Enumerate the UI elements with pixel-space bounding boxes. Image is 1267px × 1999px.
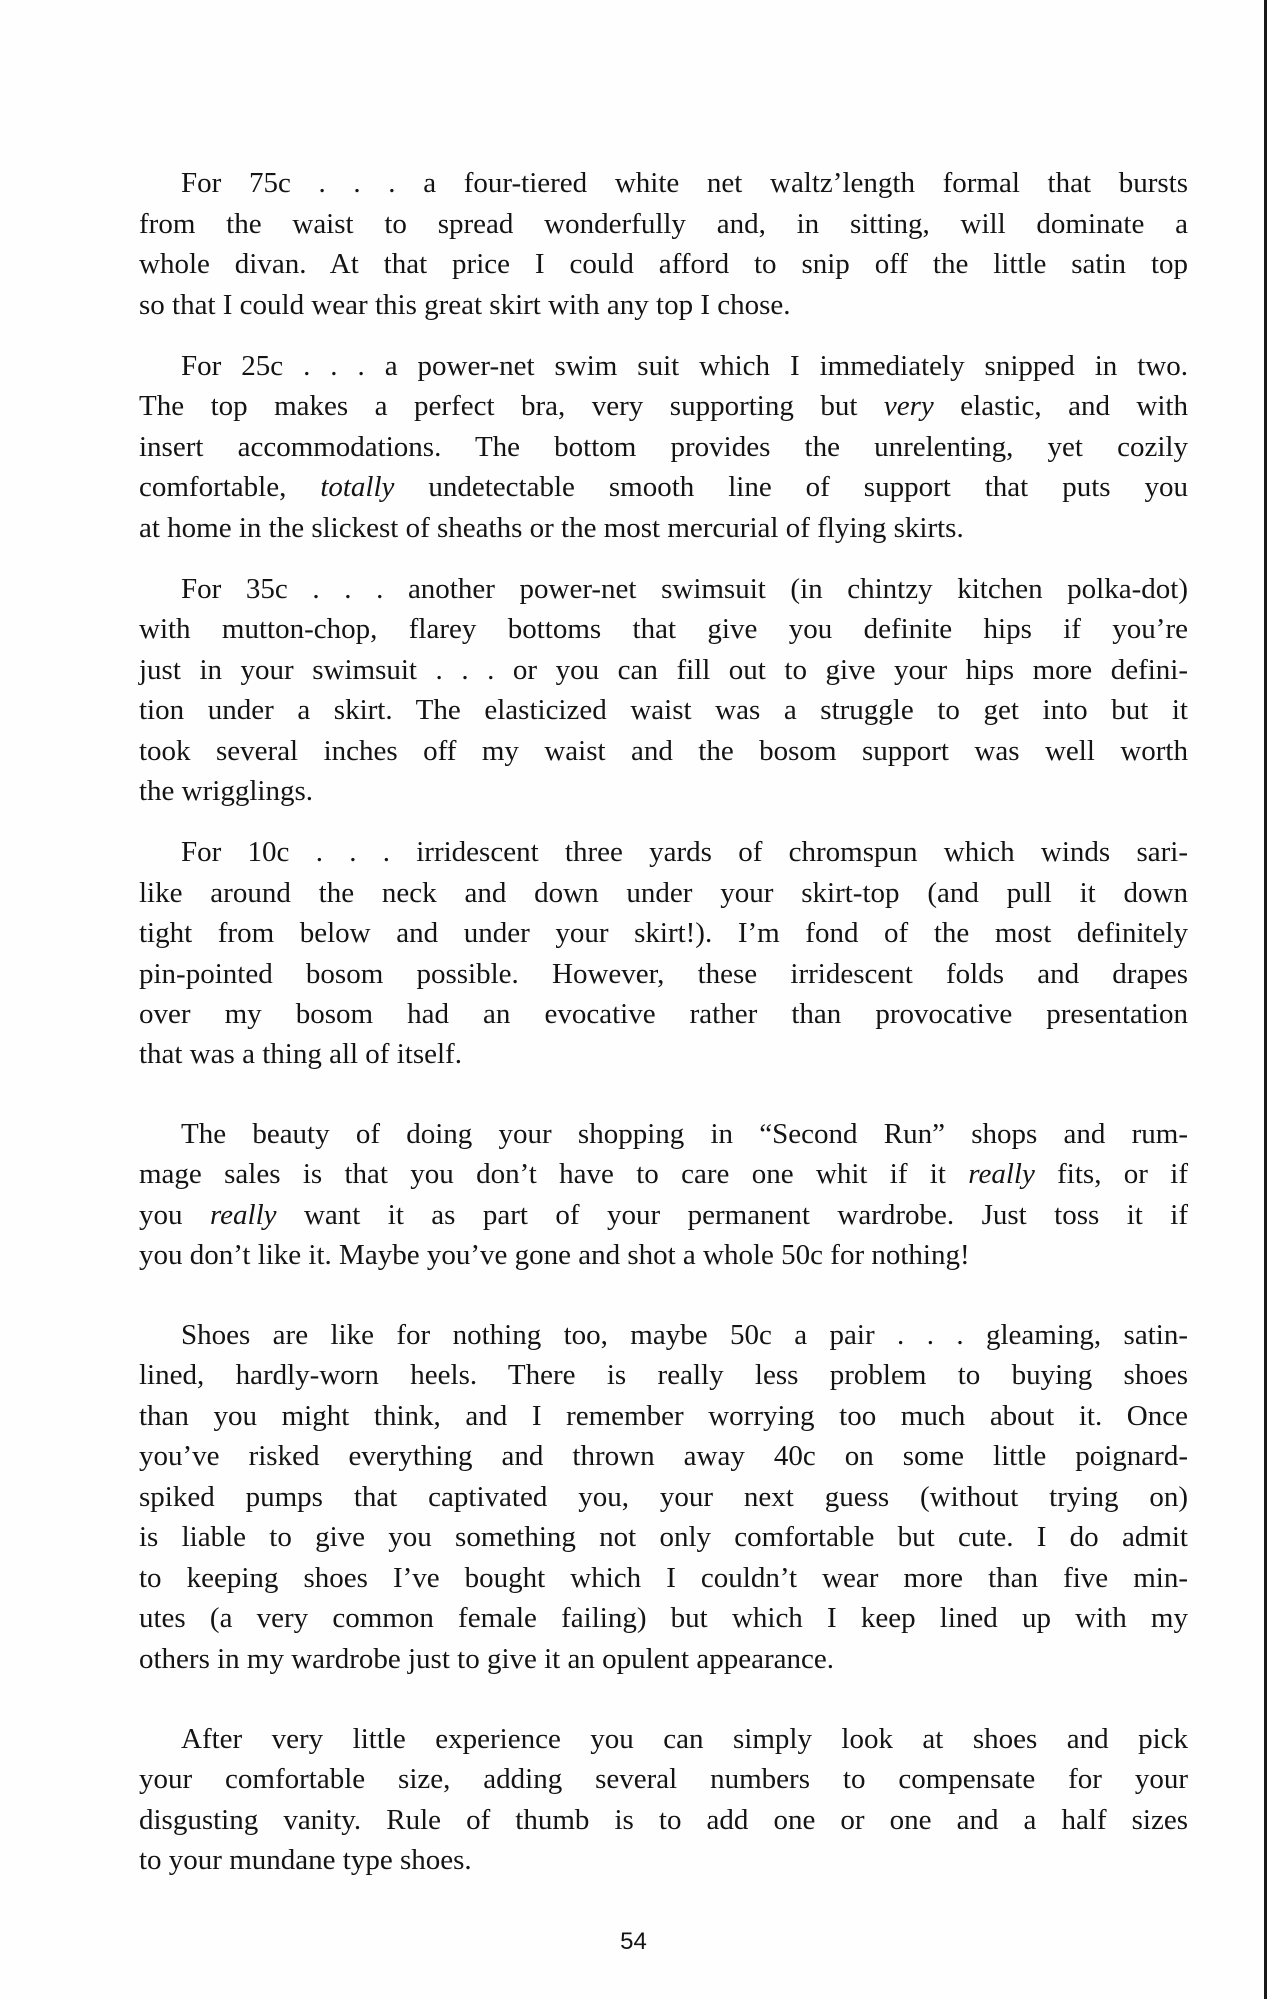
text-line: you’ve risked everything and thrown away 40c on some little poignard-	[139, 1440, 1188, 1472]
text-line: tight from below and under your skirt!). I’m fond of the most definitely	[139, 917, 1188, 949]
emphasis-text: very	[883, 390, 934, 422]
text-line: that was a thing all of itself.	[139, 1038, 462, 1070]
text-line	[139, 1154, 1188, 1194]
text-line: you don’t like it. Maybe you’ve gone and shot a whole 50c for nothing!	[139, 1239, 970, 1271]
text-segment: mage sales is that you don’t have to care one whit if it	[139, 1158, 969, 1190]
text-line: over my bosom had an evocative rather than provocative presentation	[139, 998, 1188, 1030]
text-line: spiked pumps that captivated you, your next guess (without trying on)	[139, 1481, 1188, 1513]
text-line: For 25c . . . a power-net swim suit which I immediately snipped in two.	[181, 350, 1188, 382]
text-segment: fits, or if	[1034, 1158, 1188, 1190]
text-line: from the waist to spread wonderfully and, in sitting, will dominate a	[139, 208, 1188, 240]
text-line: at home in the slickest of sheaths or the most mercurial of flying skirts.	[139, 512, 964, 544]
text-line: Shoes are like for nothing too, maybe 50c a pair . . . gleaming, satin-	[181, 1319, 1188, 1351]
text-line: The beauty of doing your shopping in “Second Run” shops and rum-	[181, 1118, 1188, 1150]
text-line	[139, 1195, 1188, 1235]
text-segment: comfortable,	[139, 471, 321, 503]
emphasis-text: totally	[320, 471, 395, 503]
text-line: After very little experience you can simply look at shoes and pick	[181, 1723, 1188, 1755]
text-line: others in my wardrobe just to give it an opulent appearance.	[139, 1643, 834, 1675]
text-line: whole divan. At that price I could afford to snip off the little satin top	[139, 248, 1188, 280]
text-line: took several inches off my waist and the bosom support was well worth	[139, 735, 1188, 767]
emphasis-text: really	[209, 1199, 277, 1231]
text-line: so that I could wear this great skirt with any top I chose.	[139, 289, 791, 321]
text-line: tion under a skirt. The elasticized waist was a struggle to get into but it	[139, 694, 1188, 726]
text-line: just in your swimsuit . . . or you can fill out to give your hips more defini-	[139, 654, 1188, 686]
text-line: the wrigglings.	[139, 775, 313, 807]
text-line: your comfortable size, adding several numbers to compensate for your	[139, 1763, 1188, 1795]
text-line: disgusting vanity. Rule of thumb is to add one or one and a half sizes	[139, 1804, 1188, 1836]
text-segment: The top makes a perfect bra, very supporting but	[139, 390, 884, 422]
text-segment: undetectable smooth line of support that puts you	[394, 471, 1188, 503]
page-number: 54	[620, 1928, 647, 1955]
text-segment: want it as part of your permanent wardrobe. Just toss it if	[276, 1199, 1189, 1231]
text-line: with mutton-chop, flarey bottoms that give you definite hips if you’re	[139, 613, 1188, 645]
text-line: than you might think, and I remember worrying too much about it. Once	[139, 1400, 1188, 1432]
text-segment: elastic, and with	[933, 390, 1188, 422]
text-line	[139, 467, 1188, 507]
text-line: is liable to give you something not only comfortable but cute. I do admit	[139, 1521, 1188, 1553]
text-segment: you	[139, 1199, 210, 1231]
text-line: to your mundane type shoes.	[139, 1844, 472, 1876]
text-line: lined, hardly-worn heels. There is really less problem to buying shoes	[139, 1359, 1188, 1391]
text-line: pin-pointed bosom possible. However, these irridescent folds and drapes	[139, 958, 1188, 990]
text-line: For 75c . . . a four-tiered white net waltz’length formal that bursts	[181, 167, 1188, 199]
text-line: like around the neck and down under your skirt-top (and pull it down	[139, 877, 1188, 909]
text-line: insert accommodations. The bottom provides the unrelenting, yet cozily	[139, 431, 1188, 463]
text-line: utes (a very common female failing) but which I keep lined up with my	[139, 1602, 1188, 1634]
text-line: to keeping shoes I’ve bought which I couldn’t wear more than five min-	[139, 1562, 1188, 1594]
text-line: For 35c . . . another power-net swimsuit (in chintzy kitchen polka-dot)	[181, 573, 1188, 605]
text-line	[139, 386, 1188, 426]
text-line: For 10c . . . irridescent three yards of chromspun which winds sari-	[181, 836, 1188, 868]
emphasis-text: really	[968, 1158, 1035, 1190]
